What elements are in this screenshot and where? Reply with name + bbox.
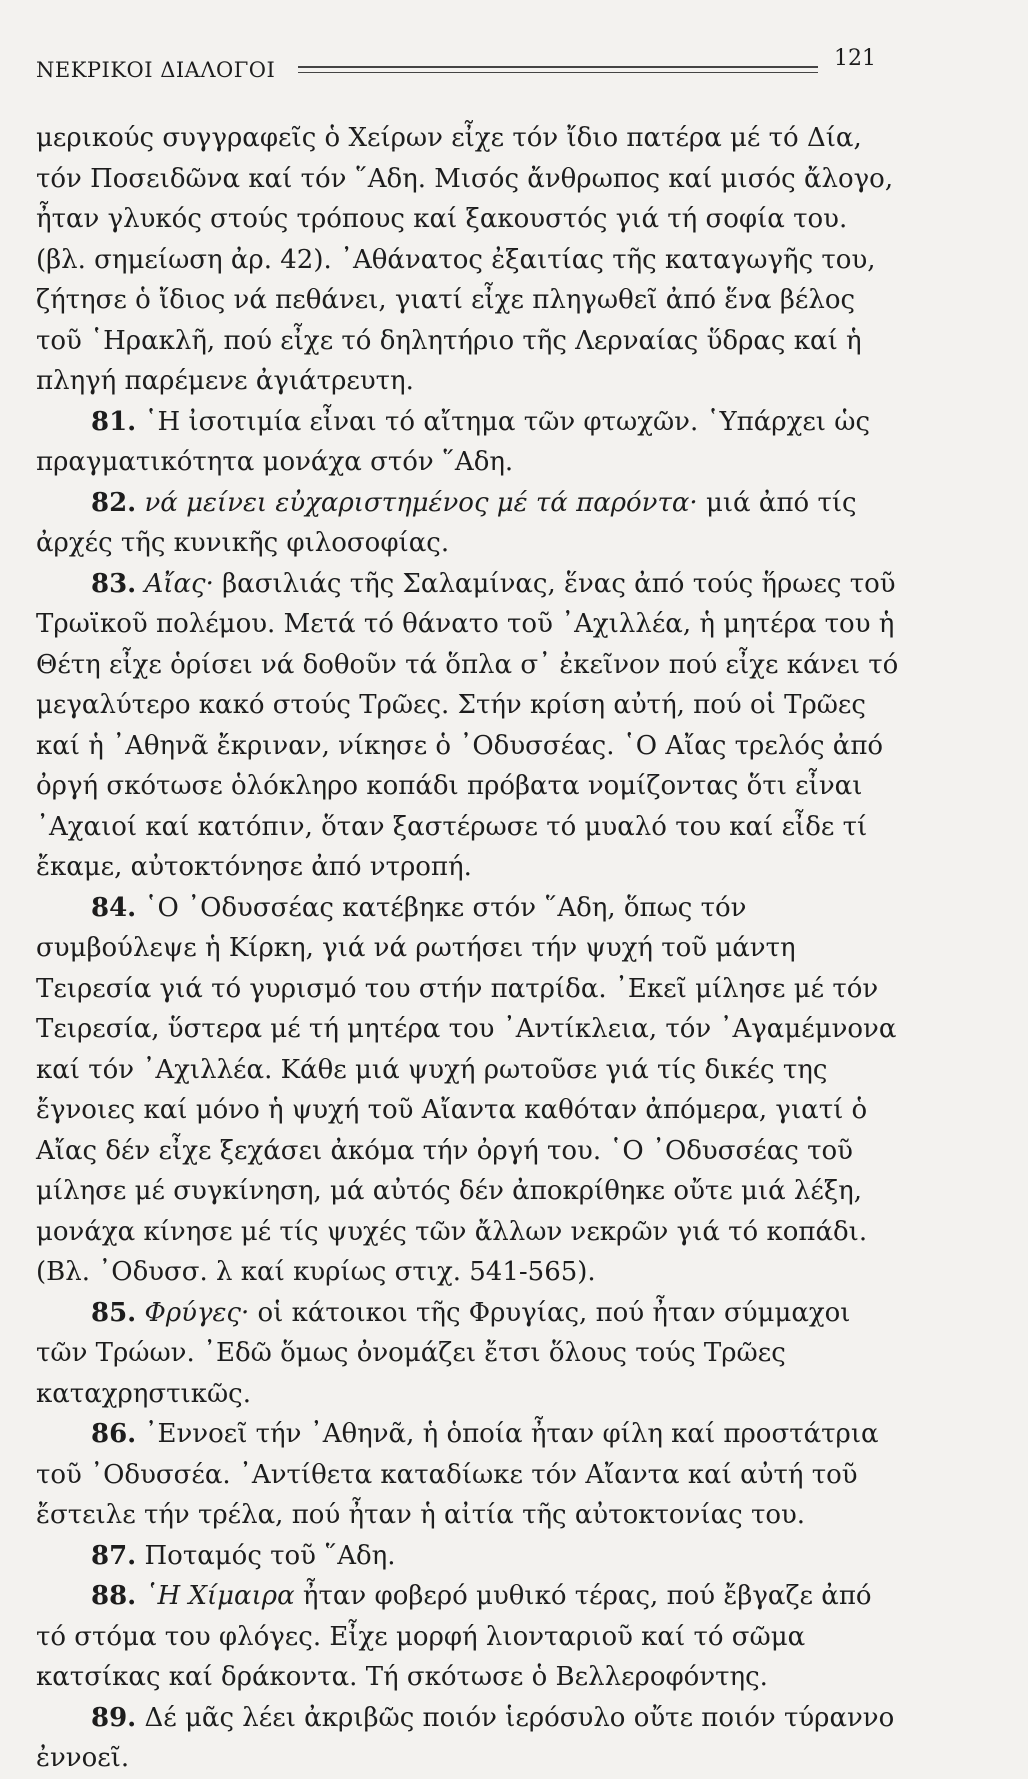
note-85 (36, 1293, 904, 1415)
note-81 (36, 402, 904, 483)
continued-note-text: μερικούς συγγραφεῖς ὁ Χείρων εἶχε τόν ἴδιο πατέρα μέ τό Δία, τόν Ποσειδῶνα καί τόν ῞Αδη. Μισός ἄνθρωπος καί μισός ἄλογο, ἦταν γλυκός στούς τρόπους καί ξακουστός γιά τή σοφία του. (βλ. σημείωση ἀρ. 42). ᾿Αθάνατος ἐξαιτίας τῆς καταγωγῆς του, ζήτησε ὁ ἴδιος νά πεθάνει, γιατί εἶχε πληγωθεῖ ἀπό ἕνα βέλος τοῦ ῾Ηρακλῆ, πού εἶχε τό δηλητήριο τῆς Λερναίας ὕδρας καί ἡ πληγή παρέμενε ἀγιάτρευτη. (36, 123, 894, 396)
note-87 (36, 1536, 904, 1577)
note-number: 83. (91, 568, 137, 599)
note-number: 85. (91, 1297, 137, 1328)
note-number: 89. (91, 1702, 137, 1733)
note-number: 88. (91, 1581, 137, 1611)
notes-body (36, 118, 904, 1779)
note-86 (36, 1414, 904, 1536)
note-lemma: νά μείνει εὐχαριστημένος μέ τά παρόντα· (144, 487, 698, 518)
note-text: μιά ἀπό τίς ἀρχές τῆς κυνικῆς φιλοσοφίας. (36, 487, 857, 558)
note-text: οἱ κάτοικοι τῆς Φρυγίας, πού ἦταν σύμμαχοι τῶν Τρώων. ᾿Εδῶ ὅμως ὀνομάζει ἔτσι ὅλους τούς Τρῶες καταχρηστικῶς. (36, 1297, 851, 1409)
note-text: Δέ μᾶς λέει ἀκριβῶς ποιόν ἱερόσυλο οὔτε ποιόν τύραννο ἐννοεῖ. (36, 1702, 895, 1773)
note-text: ᾿Εννοεῖ τήν ᾿Αθηνᾶ, ἡ ὁποία ἦταν φίλη καί προστάτρια τοῦ ᾿Οδυσσέα. ᾿Αντίθετα καταδίωκε τόν Αἴαντα καί αὐτή τοῦ ἔστειλε τήν τρέλα, πού ἦταν ἡ αἰτία τῆς αὐτοκτονίας του. (36, 1419, 879, 1530)
note-text: ῾Ο ᾿Οδυσσέας κατέβηκε στόν ῞Αδη, ὅπως τόν συμβούλεψε ἡ Κίρκη, γιά νά ρωτήσει τήν ψυχή τοῦ μάντη Τειρεσία γιά τό γυρισμό του στήν πατρίδα. ᾿Εκεῖ μίλησε μέ τόν Τειρεσία, ὕστερα μέ τή μητέρα του ᾿Αντίκλεια, τόν ᾿Αγαμέμνονα καί τόν ᾿Αχιλλέα. Κάθε μιά ψυχή ρωτοῦσε γιά τίς δικές της ἔγνοιες καί μόνο ἡ ψυχή τοῦ Αἴαντα καθόταν ἀπόμερα, γιατί ὁ Αἴας δέν εἶχε ξεχάσει ἀκόμα τήν ὀργή του. ῾Ο ᾿Οδυσσέας τοῦ μίλησε μέ συγκίνηση, μά αὐτός δέν ἀποκρίθηκε οὔτε μιά λέξη, μονάχα κίνησε μέ τίς ψυχές τῶν ἄλλων νεκρῶν γιά τό κοπάδι. (Βλ. ᾿Οδυσσ. λ καί κυρίως στιχ. 541-565). (36, 892, 897, 1287)
note-text: Ποταμός τοῦ ῞Αδη. (144, 1540, 396, 1571)
note-83 (36, 564, 904, 888)
note-number: 82. (91, 487, 137, 518)
running-title: ΝΕΚΡΙΚΟΙ ΔΙΑΛΟΓΟΙ (36, 58, 276, 82)
note-89 (36, 1698, 904, 1779)
note-82 (36, 483, 904, 564)
note-84 (36, 888, 904, 1293)
note-text: ἦταν φοβερό μυθικό τέρας, πού ἔβγαζε ἀπό τό στόμα του φλόγες. Εἶχε μορφή λιονταριοῦ καί τό σῶμα κατσίκας καί δράκοντα. Τή σκότωσε ὁ Βελλεροφόντης. (36, 1581, 872, 1692)
note-lemma: Αἴας· (144, 568, 214, 599)
note-number: 86. (91, 1419, 137, 1449)
note-number: 81. (91, 406, 137, 437)
page-number: 121 (834, 46, 876, 71)
note-lemma: ῾Η Χίμαιρα (144, 1581, 295, 1611)
note-number: 84. (91, 892, 137, 923)
running-header (36, 46, 876, 80)
note-88 (36, 1576, 904, 1698)
header-rule (298, 66, 818, 73)
note-number: 87. (91, 1540, 137, 1571)
note-text: ῾Η ἰσοτιμία εἶναι τό αἴτημα τῶν φτωχῶν. ῾Υπάρχει ὡς πραγματικότητα μονάχα στόν ῞Αδη. (36, 406, 871, 477)
note-text: βασιλιάς τῆς Σαλαμίνας, ἕνας ἀπό τούς ἥρωες τοῦ Τρωϊκοῦ πολέμου. Μετά τό θάνατο τοῦ ᾿Αχιλλέα, ἡ μητέρα του ἡ Θέτη εἶχε ὁρίσει νά δοθοῦν τά ὅπλα σ᾿ ἐκεῖνον πού εἶχε κάνει τό μεγαλύτερο κακό στούς Τρῶες. Στήν κρίση αὐτή, πού οἱ Τρῶες καί ἡ ᾿Αθηνᾶ ἔκριναν, νίκησε ὁ ᾿Οδυσσέας. ῾Ο Αἴας τρελός ἀπό ὀργή σκότωσε ὁλόκληρο κοπάδι πρόβατα νομίζοντας ὅτι εἶναι ᾿Αχαιοί καί κατόπιν, ὅταν ξαστέρωσε τό μυαλό του καί εἶδε τί ἔκαμε, αὐτοκτόνησε ἀπό ντροπή. (36, 568, 899, 882)
note-lemma: Φρύγες· (144, 1297, 250, 1328)
